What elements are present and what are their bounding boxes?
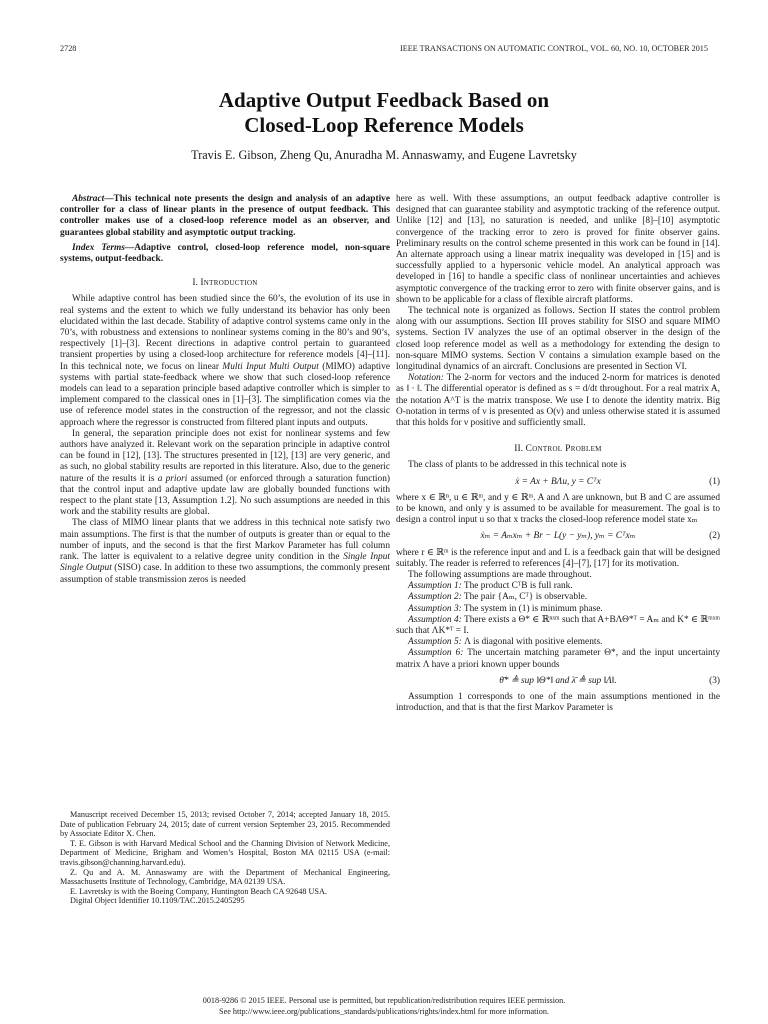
section-numeral: I. <box>192 277 198 289</box>
right-paragraph-1: here as well. With these assumptions, an output feedback adaptive controller is designed that can guarantee stability and asymptotic tracking of the reference output. Unlike [12] and [13], no saturation is needed, and unlike [8]–[10] asymptotic convergence of the tracking error to zero is proved for finite observer gains. Preliminary results on the control scheme presented in this work can be found in [14]. An alternate approach using a linear matrix inequality was developed in [15] and is successfully applied to a hypersonic vehicle model. An analytical approach was developed in [16] to handle a specific class of nonlinear uncertainties and achieves asymptotic convergence of the tracking error to zero with finite observer gains, and is shown to be applicable for a class of flexible aircraft platforms. <box>396 194 720 305</box>
footnote-lavretsky: E. Lavretsky is with the Boeing Company, Huntington Beach CA 92648 USA. <box>70 886 327 896</box>
equation-3-body: θ̄* ≜ sup ‖Θ*‖ and λ̄ ≜ sup ‖Λ‖. <box>499 675 617 686</box>
intro-paragraph-3: The class of MIMO linear plants that we address in this technical note satisfy two main assumptions. The first is that the number of outputs is greater than or equal to the number of inputs, and the second is that the first Markov Parameter has full column rank. The latter is equivalent to a relative degree unity condition in the Single Input Single Output (SISO) case. In addition to these two assumptions, the commonly present assumption of stable transmission zeros is needed <box>60 518 390 585</box>
author-list: Travis E. Gibson, Zheng Qu, Anuradha M. Annaswamy, and Eugene Lavretsky <box>191 148 577 162</box>
assumption-4: Assumption 4: There exists a Θ* ∈ ℝⁿˣᵐ such that A+BΛΘ*ᵀ = Aₘ and K* ∈ ℝᵐˣᵐ such that ΛK*ᵀ = I. <box>396 614 720 637</box>
title-line-1: Adaptive Output Feedback Based on <box>218 88 550 112</box>
abstract <box>60 194 390 239</box>
abstract-label: Abstract <box>72 194 105 204</box>
assumption-5: Assumption 5: Λ is diagonal with positive elements. <box>408 637 603 648</box>
paper-title <box>60 88 708 138</box>
section-title: Introduction <box>200 277 258 289</box>
equation-1 <box>396 477 720 488</box>
journal-header: IEEE TRANSACTIONS ON AUTOMATIC CONTROL, VOL. 60, NO. 10, OCTOBER 2015 <box>399 44 708 53</box>
assumption-3: Assumption 3: The system in (1) is minimum phase. <box>408 603 603 614</box>
footnotes <box>60 810 390 906</box>
control-paragraph-3: where r ∈ ℝᵐ is the reference input and and L is a feedback gain that will be designed suitably. The reader is referred to references [4]–[7], [17] for its motivation. <box>396 547 720 569</box>
footnote-qu-annaswamy: Z. Qu and A. M. Annaswamy are with the Department of Mechanical Engineering, Massachusetts Institute of Technology, Cambridge, MA 02139 USA. <box>60 867 390 887</box>
equation-2-body: ẋₘ = Aₘxₘ + Br − L(y − yₘ), yₘ = Cᵀxₘ <box>480 531 636 542</box>
notation-text: The 2-norm for vectors and the induced 2-norm for matrices is denoted as ‖ · ‖. The differential operator is defined as s = d/dt throughout. For a real matrix A, the notation A^T is the matrix transpose. We use I to denote the identity matrix. Big O-notation in terms of ν is presented as O(ν) and unless otherwise stated it is assumed that this holds for ν positive and sufficiently small. <box>396 373 720 429</box>
index-terms-text: —Adaptive control, closed-loop reference model, non-square systems, output-feedback. <box>60 242 390 265</box>
section-heading-control-problem <box>396 443 720 454</box>
control-paragraph-5: Assumption 1 corresponds to one of the main assumptions mentioned in the introduction, and that is that the first Markov Parameter is <box>396 692 720 714</box>
right-paragraph-2: The technical note is organized as follows. Section II states the control problem along with our assumptions. Section III proves stability for SISO and square MIMO systems. Section IV analyzes the use of an optimal observer in the design of the closed loop reference model as well as a methodology for extending the design to non-square MIMO systems. Section V contains a simulation example based on the longitudinal dynamics of an aircraft. Conclusions are presented in Section VI. <box>396 306 720 373</box>
equation-2 <box>396 531 720 542</box>
equation-3 <box>396 676 720 687</box>
abstract-text: —This technical note presents the design and analysis of an adaptive controller for a class of linear plants in the presence of output feedback. This controller makes use of a closed-loop reference model as an observer, and guarantees global stability and asymptotic output tracking. <box>60 194 390 238</box>
left-column <box>60 194 390 586</box>
notation-label: Notation: <box>408 373 444 384</box>
equation-1-number: (1) <box>709 476 720 487</box>
equation-2-number: (2) <box>709 531 720 542</box>
copyright-footer <box>60 996 708 1017</box>
equation-3-number: (3) <box>709 675 720 686</box>
intro-paragraph-2: In general, the separation principle does not exist for nonlinear systems and few authors have analyzed it. Relevant work on the separation principle in adaptive control can be found in [12], [13]. The structures presented in [12], [13] are very generic, and as such, no global stability results are reported in this literature. Also, due to the generic nature of the results it is a priori assumed (or enforced through a saturation function) that the control input and adaptive update law are globally bounded functions with respect to the plant state [13, Assumption 1.2]. No such assumptions are needed in this work and the stability results are global. <box>60 428 390 518</box>
control-paragraph-1: The class of plants to be addressed in this technical note is <box>408 460 627 471</box>
section-heading-introduction <box>60 277 390 288</box>
equation-1-body: ẋ = Ax + BΛu, y = Cᵀx <box>515 476 601 487</box>
copyright-line: 0018-9286 © 2015 IEEE. Personal use is permitted, but republication/redistribution requires IEEE permission. <box>202 996 566 1005</box>
footnote-doi: Digital Object Identifier 10.1109/TAC.2015.2405295 <box>70 896 245 906</box>
intro-paragraph-1: While adaptive control has been studied since the 60’s, the evolution of its use in real systems and the extent to which we fully understand its behavior has only been elucidated within the last decade. Stability of adaptive control systems came only in the 70’s, with robustness and extensions to nonlinear systems coming in the 80’s and 90’s, respectively [1]–[3]. Recent directions in adaptive control pertain to guaranteed transient properties by using a closed-loop architecture for reference models [4]–[11]. In this technical note, we focus on linear Multi Input Multi Output (MIMO) adaptive systems with partial state-feedback where we show that such closed-loop reference models can lead to a separation principle based adaptive controller which is simpler to implement compared to the classical ones in [1]–[3]. The simplification comes via the use of reference model states in the construction of the regressor, and not the classic approach where the regressor is constructed from filtered plant inputs and outputs. <box>60 294 390 428</box>
title-line-2: Closed-Loop Reference Models <box>244 113 524 137</box>
footnote-gibson: T. E. Gibson is with Harvard Medical School and the Channing Division of Network Medicine, Department of Medicine, Brigham and Women’s Hospital, Boston MA 02115 USA (e-mail: travis.gibson@channing.harvard.edu). <box>60 838 390 867</box>
section-numeral: II. <box>514 443 524 455</box>
page-number: 2728 <box>60 44 77 53</box>
notation-paragraph <box>396 373 720 429</box>
right-column <box>396 194 720 714</box>
assumption-6: Assumption 6: The uncertain matching parameter Θ*, and the input uncertainty matrix Λ have a priori known upper bounds <box>396 648 720 670</box>
footnote-manuscript: Manuscript received December 15, 2013; revised October 7, 2014; accepted January 18, 2015. Date of publication February 24, 2015; date of current version September 23, 2015. Recommended by Associate Editor X. Chen. <box>60 810 390 839</box>
section-title: Control Problem <box>525 443 602 455</box>
rights-url-line: See http://www.ieee.org/publications_standards/publications/rights/index.html for more information. <box>219 1006 549 1016</box>
assumption-2: Assumption 2: The pair {Aₘ, Cᵀ} is observable. <box>408 592 588 603</box>
control-paragraph-2: where x ∈ ℝⁿ, u ∈ ℝᵐ, and y ∈ ℝᵐ. A and Λ are unknown, but B and C are assumed to be known, and only y is assumed to be available for measurement. The goal is to design a control input u so that x tracks the closed-loop reference model state xₘ <box>396 492 720 526</box>
index-terms <box>60 243 390 265</box>
control-paragraph-4: The following assumptions are made throughout. <box>408 570 592 581</box>
index-terms-label: Index Terms <box>72 242 125 253</box>
assumption-1: Assumption 1: The product CᵀB is full rank. <box>408 581 573 592</box>
